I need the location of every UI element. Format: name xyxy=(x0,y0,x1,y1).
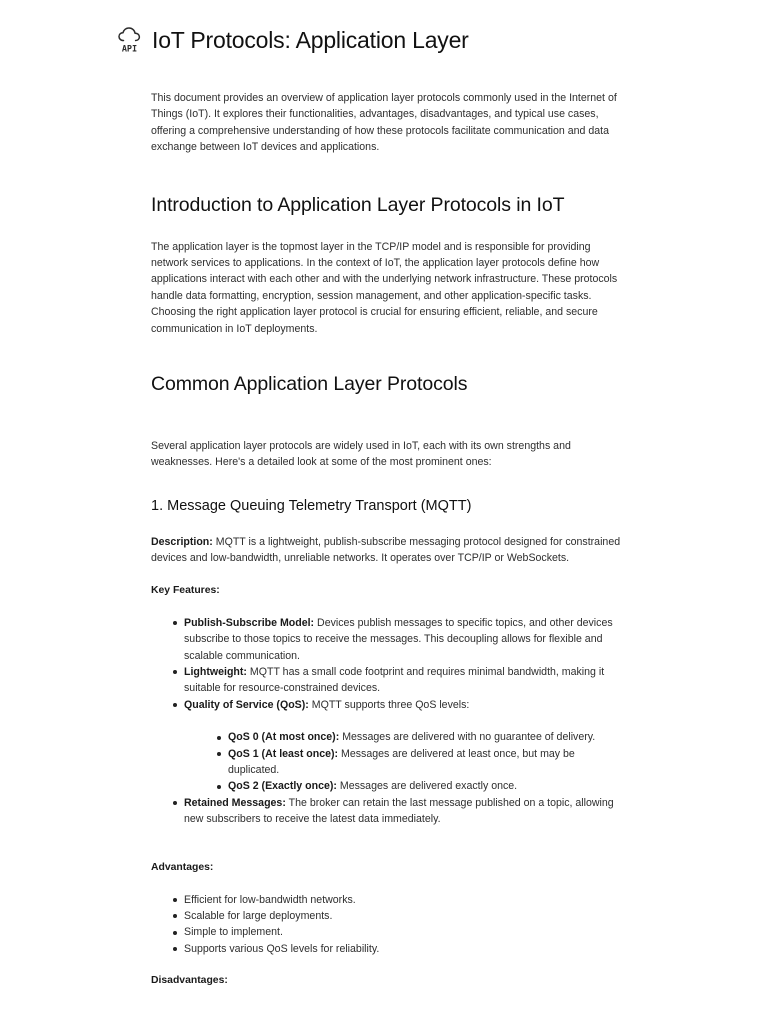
feature-label: Publish-Subscribe Model: xyxy=(184,616,315,629)
svg-text:API: API xyxy=(121,44,138,54)
list-item xyxy=(217,729,621,745)
intro-paragraph: This document provides an overview of application layer protocols commonly used in the Internet of Things (IoT). It explores their functionalities, advantages, disadvantages, and typical use cases, offering a comprehensive understanding of how these protocols facilitate communication and data exchange between IoT devices and applications. xyxy=(151,92,617,154)
title-row xyxy=(116,26,469,54)
description-label: Description: xyxy=(151,535,213,548)
list-item: Supports various QoS levels for reliability. xyxy=(173,941,621,957)
feature-text: MQTT has a small code footprint and requires minimal bandwidth, making it suitable for resource-constrained devices. xyxy=(184,665,605,695)
qos-label: QoS 0 (At most once): xyxy=(228,731,340,744)
list-item xyxy=(173,615,621,664)
description-text: MQTT is a lightweight, publish-subscribe messaging protocol designed for constrained devices and low-bandwidth, unreliable networks. It operates over TCP/IP or WebSockets. xyxy=(151,535,621,565)
key-features-list xyxy=(151,615,621,828)
advantages-list xyxy=(151,892,621,958)
feature-label: Retained Messages: xyxy=(184,796,286,809)
list-item xyxy=(173,697,621,795)
mqtt-description xyxy=(151,534,621,567)
list-item: Simple to implement. xyxy=(173,924,621,940)
feature-text: MQTT supports three QoS levels: xyxy=(311,698,470,711)
list-item xyxy=(173,664,621,697)
qos-text: Messages are delivered with no guarantee of delivery. xyxy=(342,731,596,744)
feature-label: Lightweight: xyxy=(184,665,247,678)
list-item: Scalable for large deployments. xyxy=(173,908,621,924)
list-item xyxy=(217,778,621,794)
list-item: Efficient for low-bandwidth networks. xyxy=(173,892,621,908)
list-item xyxy=(217,746,621,779)
section-heading-common-protocols: Common Application Layer Protocols xyxy=(151,373,468,396)
disadvantages-label: Disadvantages: xyxy=(151,975,228,987)
qos-text: Messages are delivered at least once, but may be duplicated. xyxy=(228,747,575,776)
qos-levels-list xyxy=(184,729,621,795)
document-body xyxy=(151,90,621,989)
subsection-heading-mqtt: 1. Message Queuing Telemetry Transport (MQTT) xyxy=(151,497,472,514)
introduction-paragraph: The application layer is the topmost layer in the TCP/IP model and is responsible for providing network services to applications. In the context of IoT, the application layer protocols define how applications interact with each other and with the underlying network infrastructure. These protocols handle data formatting, encryption, session management, and other application-specific tasks. Choosing the right application layer protocol is crucial for ensuring efficient, reliable, and secure communication in IoT deployments. xyxy=(151,240,618,335)
qos-text: Messages are delivered exactly once. xyxy=(339,780,518,793)
advantages-label: Advantages: xyxy=(151,861,214,873)
page-title: IoT Protocols: Application Layer xyxy=(152,26,469,53)
feature-text: The broker can retain the last message published on a topic, allowing new subscribers to receive the latest data immediately. xyxy=(184,796,614,826)
key-features-label: Key Features: xyxy=(151,584,220,596)
cloud-api-icon xyxy=(116,26,144,54)
feature-text: Devices publish messages to specific topics, and other devices subscribe to those topics to receive the messages. This decoupling allows for flexible and scalable communication. xyxy=(184,616,613,662)
feature-label: Quality of Service (QoS): xyxy=(184,698,309,711)
qos-label: QoS 2 (Exactly once): xyxy=(228,780,337,793)
section-heading-introduction: Introduction to Application Layer Protocols in IoT xyxy=(151,193,565,216)
list-item xyxy=(173,795,621,828)
common-protocols-paragraph: Several application layer protocols are widely used in IoT, each with its own strengths and weaknesses. Here's a detailed look at some of the most prominent ones: xyxy=(151,440,571,469)
qos-label: QoS 1 (At least once): xyxy=(228,747,339,760)
